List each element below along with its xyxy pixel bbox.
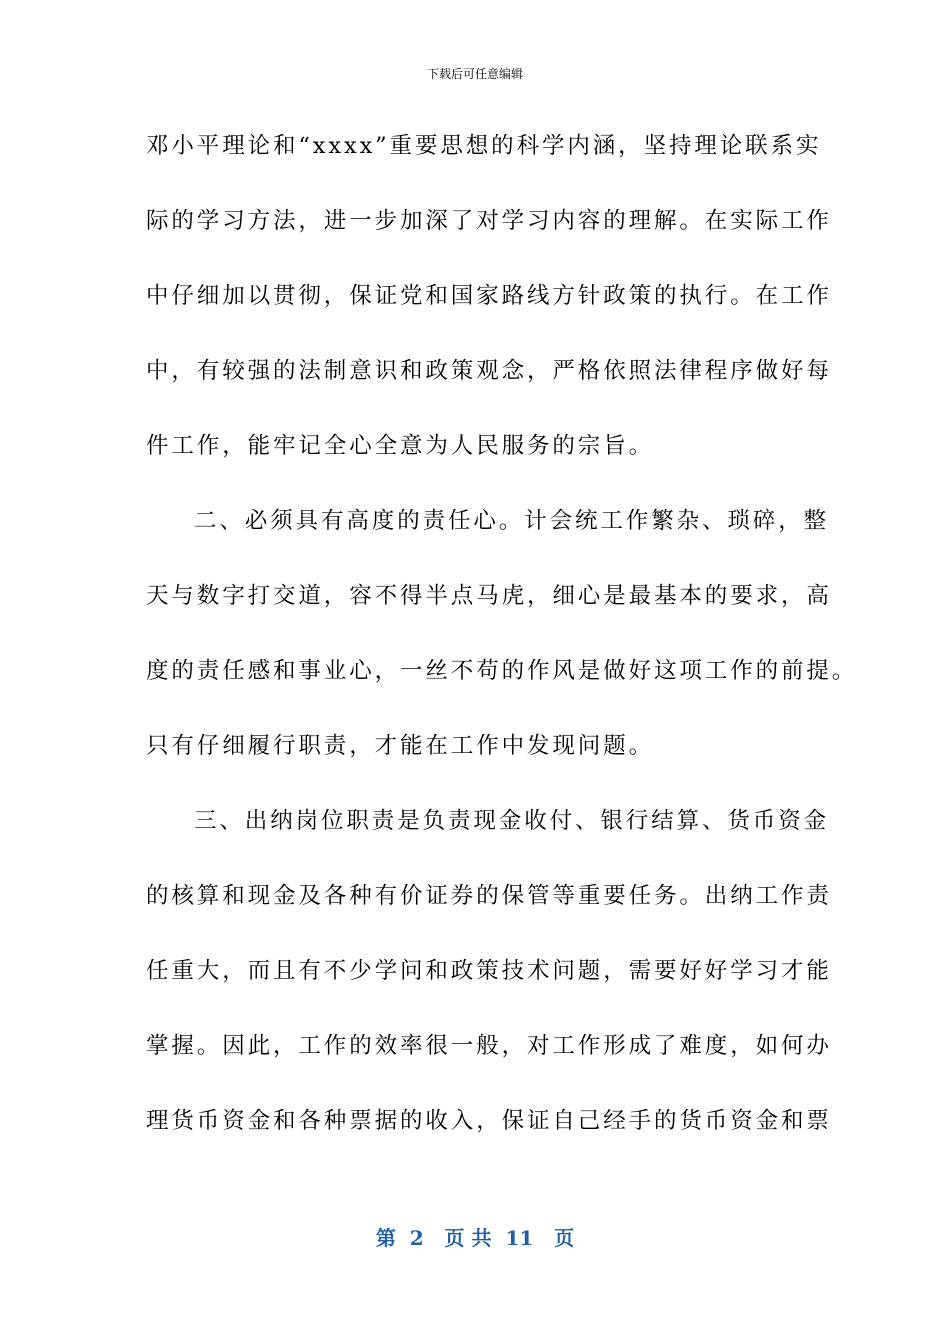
text-line: 中仔细加以贯彻，保证党和国家路线方针政策的执行。在工作: [146, 283, 832, 309]
text-line: 天与数字打交道，容不得半点马虎，细心是最基本的要求，高: [146, 583, 832, 609]
document-body: [146, 126, 858, 1176]
page-number-footer: 第 2 页 共 11 页: [375, 1226, 575, 1250]
text-line: 度的责任感和事业心，一丝不苟的作风是做好这项工作的前提。: [146, 658, 858, 684]
text-line: 际的学习方法，进一步加深了对学习内容的理解。在实际工作: [146, 208, 832, 234]
page-header: 下载后可任意编辑: [426, 67, 523, 81]
text-line: 三、出纳岗位职责是负责现金收付、银行结算、货币资金: [194, 808, 830, 834]
text-line: 邓小平理论和“xxxx”重要思想的科学内涵，坚持理论联系实: [146, 133, 822, 159]
text-line: 中，有较强的法制意识和政策观念，严格依照法律程序做好每: [146, 358, 832, 384]
text-line: 任重大，而且有不少学问和政策技术问题，需要好好学习才能: [146, 958, 832, 984]
text-line: 的核算和现金及各种有价证券的保管等重要任务。出纳工作责: [146, 883, 832, 909]
text-line: 二、必须具有高度的责任心。计会统工作繁杂、琐碎，整: [194, 508, 830, 534]
text-line: 理货币资金和各种票据的收入，保证自己经手的货币资金和票: [146, 1108, 832, 1134]
text-line: 掌握。因此，工作的效率很一般，对工作形成了难度，如何办: [146, 1033, 832, 1059]
text-line: 只有仔细履行职责，才能在工作中发现问题。: [146, 733, 655, 759]
text-line: 件工作，能牢记全心全意为人民服务的宗旨。: [146, 433, 655, 459]
